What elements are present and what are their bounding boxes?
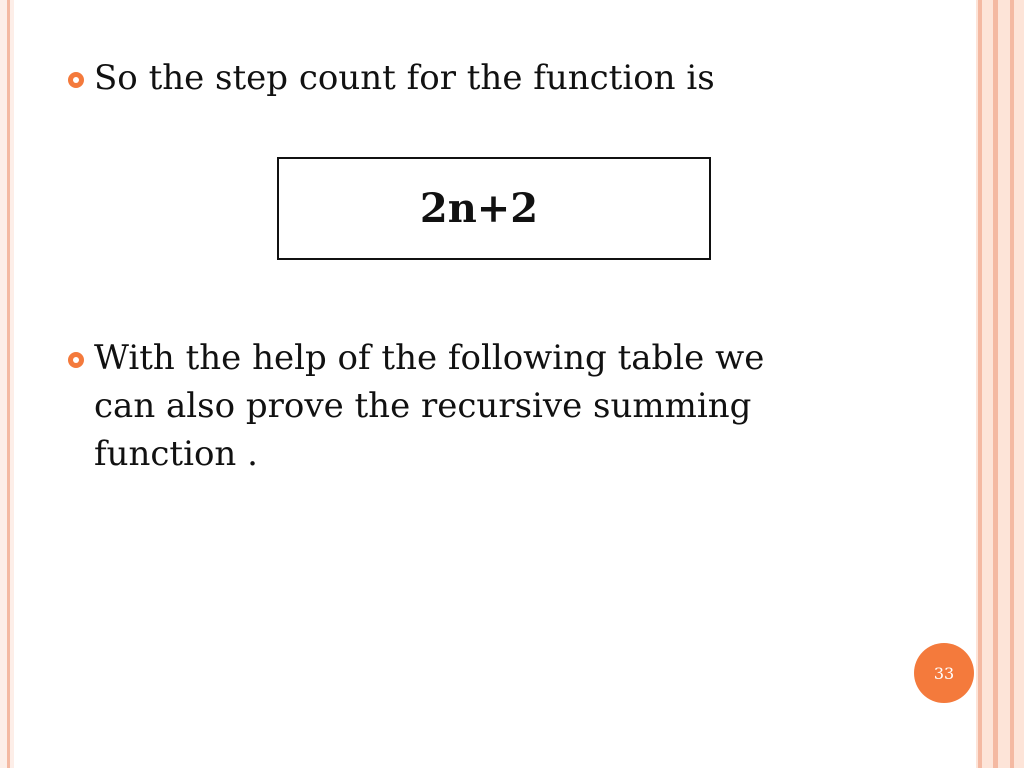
right-border-line (1010, 0, 1014, 768)
formula-text: 2n+2 (419, 185, 539, 232)
bullet-circle-icon (68, 72, 84, 88)
bullet-circle-icon (68, 352, 84, 368)
bullet-text: So the step count for the function is (94, 58, 715, 98)
page-number-badge: 33 (914, 643, 974, 703)
formula-box (277, 157, 711, 260)
bullet-item (68, 54, 715, 102)
bullet-item (68, 334, 828, 478)
right-border-line (993, 0, 998, 768)
right-border-line (978, 0, 982, 768)
bullet-text: With the help of the following table we can also prove the recursive summing function . (94, 338, 765, 474)
left-border-line (7, 0, 10, 768)
right-border-band (976, 0, 1024, 768)
